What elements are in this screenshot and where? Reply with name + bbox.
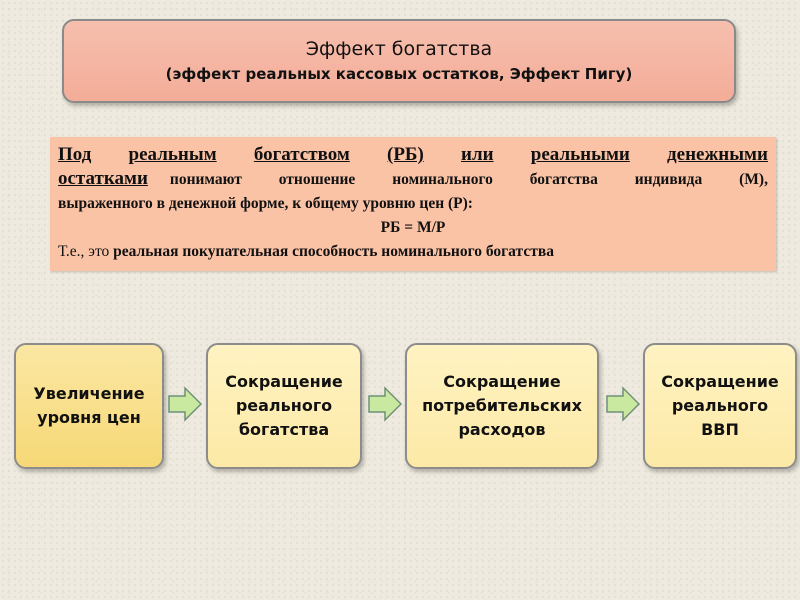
definition-term: остатками	[58, 168, 148, 189]
flow-step-2	[206, 343, 362, 469]
definition-word: отношение	[278, 171, 356, 188]
definition-word: Под	[58, 144, 92, 165]
definition-word: богатством	[253, 144, 350, 165]
right-arrow-icon	[606, 386, 640, 422]
definition-line-3: выраженного в денежной форме, к общему уровню цен (Р):	[58, 195, 473, 212]
formula: РБ = М/Р	[380, 219, 446, 236]
definition-word: понимают	[169, 171, 242, 188]
definition-word: индивида	[634, 171, 703, 188]
title-box	[62, 19, 736, 103]
definition-word: денежными	[667, 144, 768, 165]
definition-word: или	[461, 144, 494, 165]
flow-step-4	[643, 343, 797, 469]
definition-word: (М),	[739, 171, 768, 188]
definition-lead-line	[58, 143, 768, 167]
definition-word: (РБ)	[387, 144, 424, 165]
definition-word: богатства	[529, 171, 598, 188]
definition-word: реальным	[128, 144, 217, 165]
title-subtitle: (эффект реальных кассовых остатков, Эффект Пигу)	[165, 65, 633, 83]
definition-word: реальными	[530, 144, 630, 165]
conclusion-bold: реальная покупательная способность номинального богатства	[113, 243, 554, 260]
definition-conclusion	[58, 240, 768, 264]
flow-step-label: Сокращение потребительских расходов	[422, 372, 582, 439]
definition-line-2	[58, 167, 768, 192]
flow-step-1	[14, 343, 164, 469]
definition-box	[50, 137, 776, 271]
title-main: Эффект богатства	[305, 38, 493, 60]
right-arrow-icon	[368, 386, 402, 422]
flow-step-label: Увеличение уровня цен	[33, 384, 145, 427]
flow-step-label: Сокращение реального ВВП	[661, 372, 779, 439]
definition-word: номинального	[392, 171, 493, 188]
flow-step-3	[405, 343, 599, 469]
conclusion-prefix: Т.е., это	[58, 243, 114, 260]
flow-step-label: Сокращение реального богатства	[225, 372, 343, 439]
right-arrow-icon	[168, 386, 202, 422]
